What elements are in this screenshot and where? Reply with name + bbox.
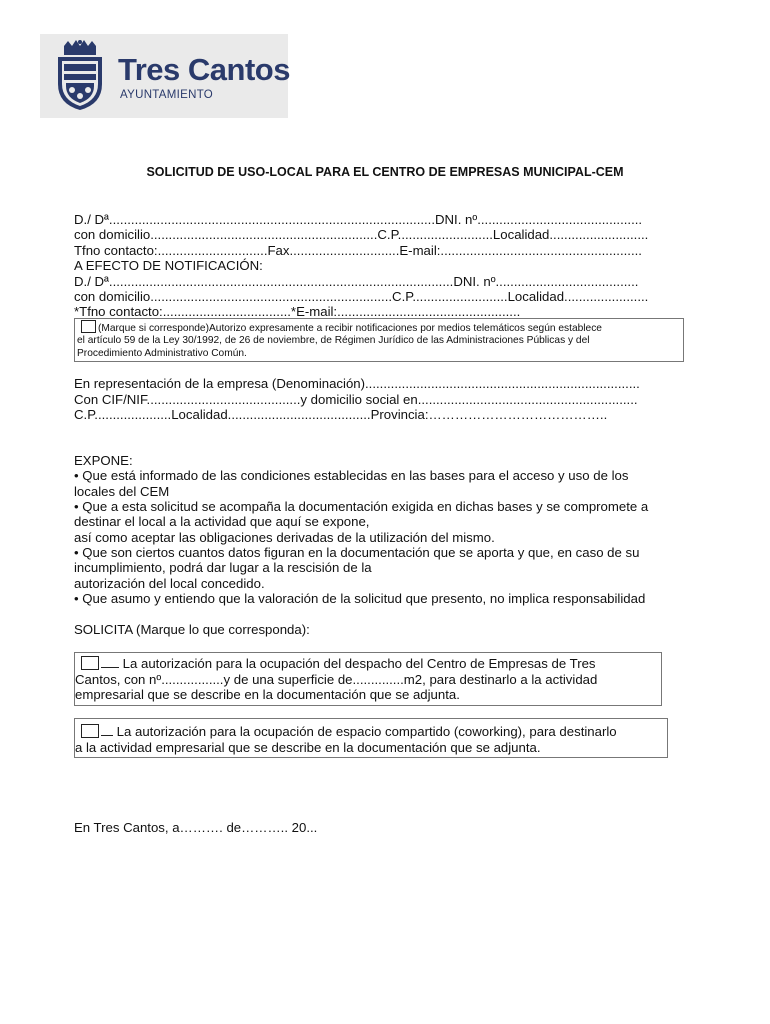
expone-bullet-1-line-2: locales del CEM [74,484,170,499]
org-subtitle: AYUNTAMIENTO [120,89,214,101]
company-cif-line: Con CIF/NIF..........................................y domicilio social en............................................................ [74,392,638,407]
header-logo-block [40,34,288,118]
solicita-heading: SOLICITA (Marque lo que corresponda): [74,622,310,637]
company-location-line: C.P.....................Localidad.......................................Provincia:………………………………….. [74,407,608,422]
consent-text-1: (Marque si corresponde)Autorizo expresamente a recibir notificaciones por medios telemáticos según establece [98,323,602,334]
option-despacho-row-1 [75,656,596,672]
coat-of-arms-icon [50,40,110,112]
expone-bullet-3-line-3: autorización del local concedido. [74,576,265,591]
notification-heading: A EFECTO DE NOTIFICACIÓN: [74,258,263,273]
consent-text-3: Procedimiento Administrativo Común. [77,348,247,359]
option-coworking-row-1 [75,724,617,740]
document-title: SOLICITUD DE USO-LOCAL PARA EL CENTRO DE EMPRESAS MUNICIPAL-CEM [146,165,624,179]
coworking-checkbox[interactable] [81,724,99,738]
expone-bullet-3-line-1: • Que son ciertos cuantos datos figuran en la documentación que se aporta y que, en caso de su [74,545,640,560]
consent-row-1 [75,320,602,335]
applicant-name-line: D./ Dª.........................................................................................DNI. nº............................................. [74,212,643,227]
notification-address-line: con domicilio..................................................................C.P..........................Localidad....................... [74,289,649,304]
org-name: Tres Cantos [118,52,290,87]
expone-heading: EXPONE: [74,453,133,468]
option-despacho-text-3: empresarial que se describe en la documentación que se adjunta. [75,687,460,702]
option-despacho-text-1: La autorización para la ocupación del despacho del Centro de Empresas de Tres [119,656,596,671]
consent-text-2: el artículo 59 de la Ley 30/1992, de 26 de noviembre, de Régimen Jurídico de las Administraciones Públicas y del [77,335,590,346]
expone-bullet-2-line-3: así como aceptar las obligaciones derivadas de la utilización del mismo. [74,530,495,545]
despacho-checkbox[interactable] [81,656,99,670]
consent-checkbox[interactable] [81,320,96,333]
expone-bullet-3-line-2: incumplimiento, podrá dar lugar a la rescisión de la [74,560,372,575]
solicita-option-coworking [74,718,668,758]
option-coworking-text-1: La autorización para la ocupación de espacio compartido (coworking), para destinarlo [113,724,617,739]
despacho-underline [101,657,119,668]
notification-contact-line: *Tfno contacto:...................................*E-mail:.................................................. [74,304,521,319]
expone-bullet-4-line-1: • Que asumo y entiendo que la valoración de la solicitud que presento, no implica responsabilidad [74,591,646,606]
company-name-line: En representación de la empresa (Denominación)........................................................................... [74,376,640,391]
option-despacho-text-2: Cantos, con nº.................y de una superficie de..............m2, para destinarlo a la actividad [75,672,598,687]
notification-consent-box [74,318,684,362]
solicita-option-despacho [74,652,662,706]
option-coworking-text-2: a la actividad empresarial que se describe en la documentación que se adjunta. [75,740,541,755]
coworking-underline [101,725,113,736]
expone-bullet-2-line-1: • Que a esta solicitud se acompaña la documentación exigida en dichas bases y se compromete a [74,499,649,514]
place-and-date-line: En Tres Cantos, a………. de……….. 20... [74,820,318,835]
notification-name-line: D./ Dª..............................................................................................DNI. nº....................................... [74,274,639,289]
applicant-address-line: con domicilio..............................................................C.P..........................Localidad........................... [74,227,649,242]
applicant-contact-line: Tfno contacto:..............................Fax..............................E-mail:....................................................... [74,243,642,258]
expone-bullet-2-line-2: destinar el local a la actividad que aquí se expone, [74,514,370,529]
expone-bullet-1-line-1: • Que está informado de las condiciones establecidas en las bases para el acceso y uso de los [74,468,629,483]
